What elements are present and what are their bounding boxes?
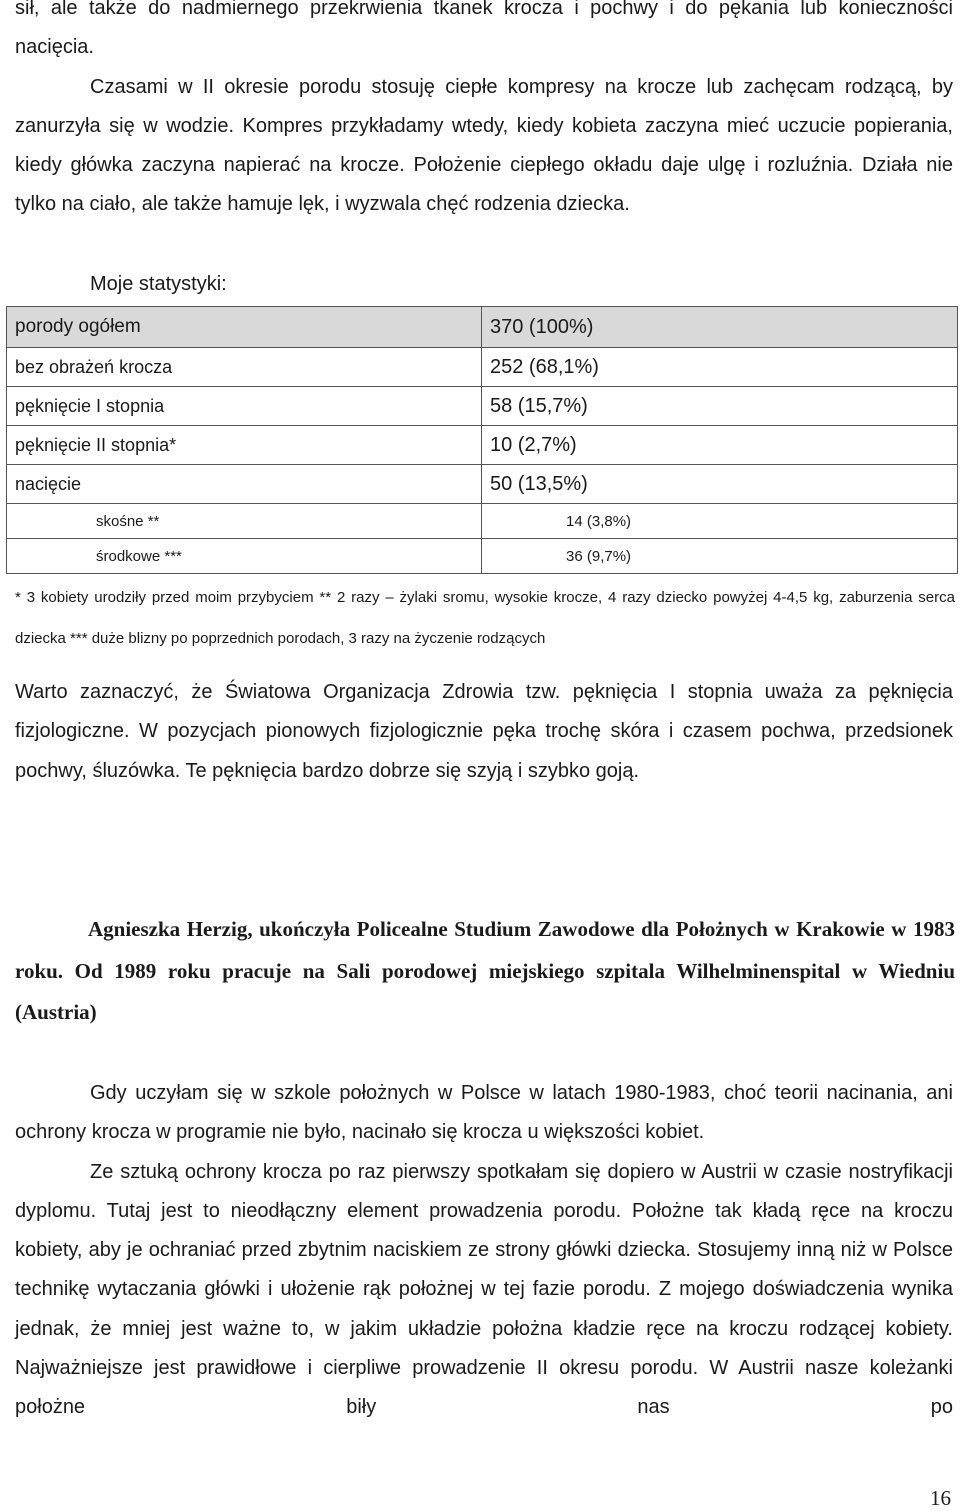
row-label: nacięcie [7,465,482,504]
table-row [7,426,958,465]
row-label: porody ogółem [7,307,482,348]
article-paragraph: Gdy uczyłam się w szkole położnych w Polsce w latach 1980-1983, choć teorii nacinania, ani ochrony krocza w programie nie było, nacinało się krocza u większości kobiet. [15,1082,953,1144]
table-row [7,348,958,387]
author-bio [15,909,955,1034]
intro-text [15,0,953,225]
table-footnote: * 3 kobiety urodziły przed moim przybyciem ** 2 razy – żylaki sromu, wysokie krocze, 4 razy dziecko powyżej 4-4,5 kg, zaburzenia serca dziecka *** duże blizny po poprzednich porodach, 3 razy na życzenie rodzących [15,589,955,647]
subrow-label: skośne ** [7,504,482,539]
table-subrow [7,539,958,574]
who-paragraph [15,673,953,791]
row-value: 50 (13,5%) [482,465,958,504]
stats-table [6,306,958,574]
row-label: pęknięcie II stopnia* [7,426,482,465]
row-value: 58 (15,7%) [482,387,958,426]
page-number: 16 [930,1486,951,1510]
subrow-value: 14 (3,8%) [482,504,958,539]
subrow-value: 36 (9,7%) [482,539,958,574]
author-bio-text: Agnieszka Herzig, ukończyła Policealne Studium Zawodowe dla Położnych w Krakowie w 1983 roku. Od 1989 roku pracuje na Sali porodowej miejskiego szpitala Wilhelminenspital w Wiedniu (Austria) [15,917,955,1024]
row-label: bez obrażeń krocza [7,348,482,387]
intro-paragraph-compresses: Czasami w II okresie porodu stosuję ciepłe kompresy na krocze lub zachęcam rodzącą, by zanurzyła się w wodzie. Kompres przykładamy wtedy, kiedy kobieta zaczyna mieć uczucie popierania, kiedy główka zaczyna napierać na krocze. Położenie ciepłego okładu daje ulgę i rozluźnia. Działa nie tylko na ciało, ale także hamuje lęk, i wyzwala chęć rodzenia dziecka. [15,75,953,216]
subrow-label: środkowe *** [7,539,482,574]
table-subrow [7,504,958,539]
row-value: 252 (68,1%) [482,348,958,387]
table-row [7,387,958,426]
article-text [15,1074,953,1428]
intro-line1: sił, ale także do nadmiernego przekrwienia tkanek krocza i pochwy i do pękania lub konieczności nacięcia. [15,0,953,59]
article-paragraph: Ze sztuką ochrony krocza po raz pierwszy spotkałam się dopiero w Austrii w czasie nostryfikacji dyplomu. Tutaj jest to nieodłączny element prowadzenia porodu. Położne tak kładą ręce na kroczu kobiety, aby je ochraniać przed zbytnim naciskiem ze strony główki dziecka. Stosujemy inną niż w Polsce technikę wytaczania główki i ułożenie rąk położnej w tej fazie porodu. Z mojego doświadczenia wynika jednak, że mniej jest ważne to, w jakim układzie położna kładzie ręce na kroczu rodzącej kobiety. Najważniejsze jest prawidłowe i cierpliwe prowadzenie II okresu porodu. W Austrii nasze koleżanki położne biły nas po [15,1160,953,1419]
table-row [7,307,958,348]
table-row [7,465,958,504]
row-label: pęknięcie I stopnia [7,387,482,426]
stats-caption: Moje statystyki: [90,273,227,295]
who-paragraph-text: Warto zaznaczyć, że Światowa Organizacja Zdrowia tzw. pęknięcia I stopnia uważa za pęknięcia fizjologiczne. W pozycjach pionowych fizjologicznie pęka trochę skóra i czasem pochwa, przedsionek pochwy, śluzówka. Te pęknięcia bardzo dobrze się szyją i szybko goją. [15,681,953,782]
row-value: 370 (100%) [482,307,958,348]
row-value: 10 (2,7%) [482,426,958,465]
